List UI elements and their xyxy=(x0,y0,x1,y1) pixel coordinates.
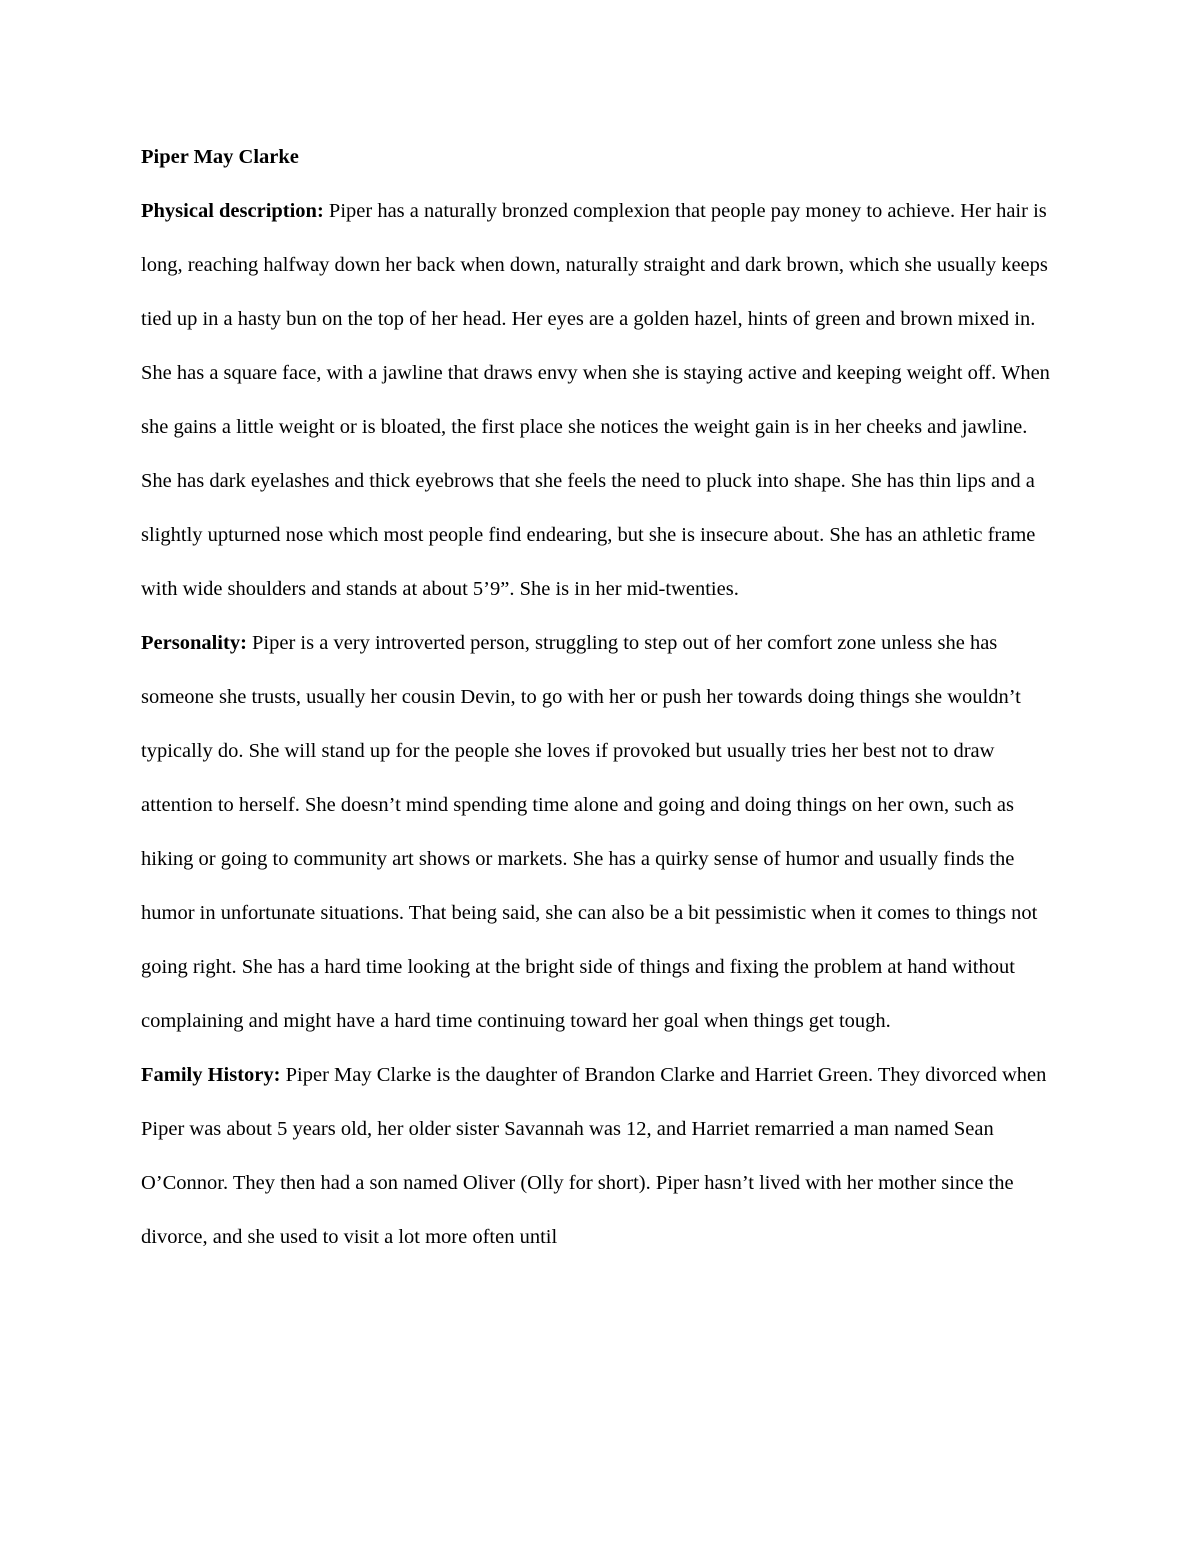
section-family-history xyxy=(141,1048,1063,1264)
section-label: Physical description: xyxy=(141,200,324,222)
section-physical-description xyxy=(141,184,1063,616)
section-personality xyxy=(141,616,1063,1048)
section-text: Piper has a naturally bronzed complexion that people pay money to achieve. Her hair is long, reaching halfway down her back when down, naturally straight and dark brown, which she usually keeps tied up in a hasty bun on the top of her head. Her eyes are a golden hazel, hints of green and brown mixed in. She has a square face, with a jawline that draws envy when she is staying active and keeping weight off. When she gains a little weight or is bloated, the first place she notices the weight gain is in her cheeks and jawline. She has dark eyelashes and thick eyebrows that she feels the need to pluck into shape. She has thin lips and a slightly upturned nose which most people find endearing, but she is insecure about. She has an athletic frame with wide shoulders and stands at about 5’9”. She is in her mid-twenties. xyxy=(141,200,1050,600)
section-label: Personality: xyxy=(141,632,247,654)
document-title: Piper May Clarke xyxy=(141,146,299,168)
section-text: Piper is a very introverted person, struggling to step out of her comfort zone unless she has someone she trusts, usually her cousin Devin, to go with her or push her towards doing things she wouldn’t typically do. She will stand up for the people she loves if provoked but usually tries her best not to draw attention to herself. She doesn’t mind spending time alone and going and doing things on her own, such as hiking or going to community art shows or markets. She has a quirky sense of humor and usually finds the humor in unfortunate situations. That being said, she can also be a bit pessimistic when it comes to things not going right. She has a hard time looking at the bright side of things and fixing the problem at hand without complaining and might have a hard time continuing toward her goal when things get tough. xyxy=(141,632,1038,1032)
section-label: Family History: xyxy=(141,1064,281,1086)
document-body xyxy=(141,130,1063,1264)
section-text: Piper May Clarke is the daughter of Brandon Clarke and Harriet Green. They divorced when Piper was about 5 years old, her older sister Savannah was 12, and Harriet remarried a man named Sean O’Connor. They then had a son named Oliver (Olly for short). Piper hasn’t lived with her mother since the divorce, and she used to visit a lot more often until xyxy=(141,1064,1047,1248)
